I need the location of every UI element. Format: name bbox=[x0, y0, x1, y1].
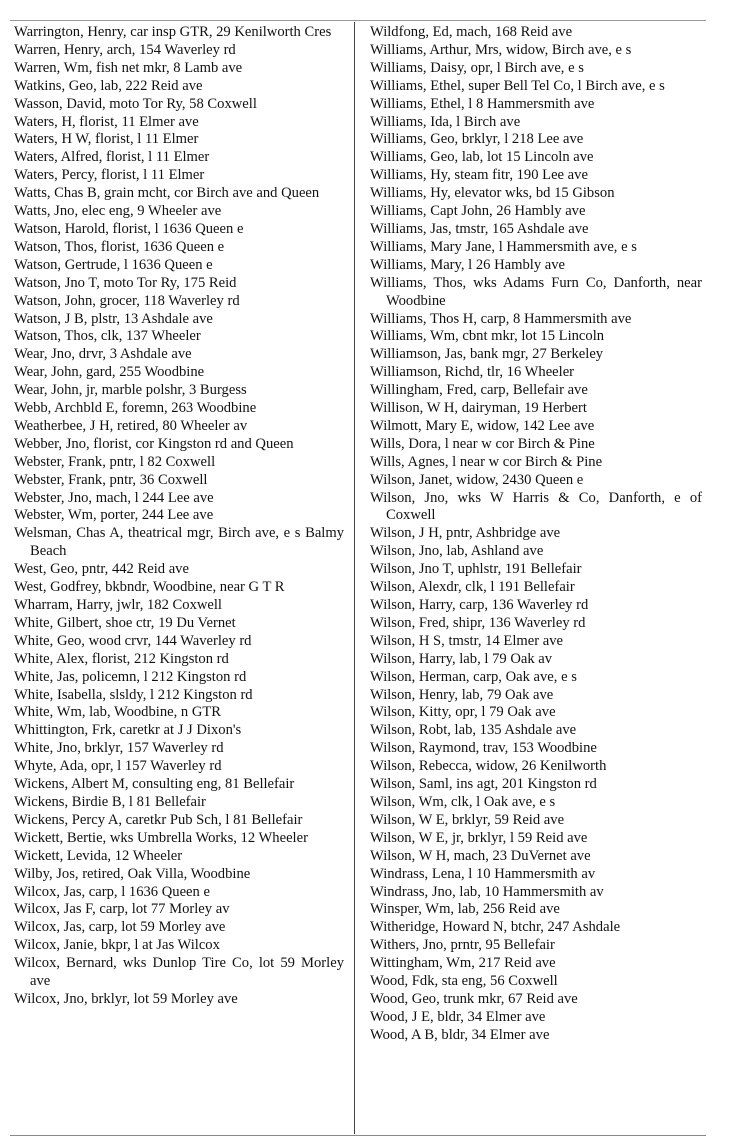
directory-entry: Wilcox, Janie, bkpr, l at Jas Wilcox bbox=[14, 937, 220, 954]
directory-entry: Wilson, Jno, lab, Ashland ave bbox=[370, 543, 544, 560]
directory-entry: Wilson, Herman, carp, Oak ave, e s bbox=[370, 668, 577, 685]
directory-entry: Watson, Thos, clk, 137 Wheeler bbox=[14, 328, 201, 345]
directory-entry: West, Geo, pntr, 442 Reid ave bbox=[14, 561, 189, 578]
directory-entry: Williams, Mary, l 26 Hambly ave bbox=[370, 256, 566, 273]
directory-entry: Wilson, Raymond, trav, 153 Woodbine bbox=[370, 740, 597, 757]
directory-entry: Wilson, W E, brklyr, 59 Reid ave bbox=[370, 811, 565, 828]
directory-entry: Williams, Thos, wks Adams Furn Co, Danforth, near Woodbine bbox=[370, 274, 702, 309]
directory-entry: Wilson, Fred, shipr, 136 Waverley rd bbox=[370, 614, 586, 631]
directory-entry: White, Gilbert, shoe ctr, 19 Du Vernet bbox=[14, 614, 236, 631]
directory-entry: Warren, Henry, arch, 154 Waverley rd bbox=[14, 41, 236, 58]
directory-entry: Watson, Harold, florist, l 1636 Queen e bbox=[14, 220, 244, 237]
directory-entry: Whittington, Frk, caretkr at J J Dixon's bbox=[14, 722, 242, 739]
directory-entry: Watson, Gertrude, l 1636 Queen e bbox=[14, 256, 213, 273]
directory-entry: Williams, Ida, l Birch ave bbox=[370, 113, 521, 130]
directory-entry: Waters, Alfred, florist, l 11 Elmer bbox=[14, 149, 210, 166]
directory-entry: Warren, Wm, fish net mkr, 8 Lamb ave bbox=[14, 59, 243, 76]
directory-entry: Wilcox, Jno, brklyr, lot 59 Morley ave bbox=[14, 990, 238, 1007]
directory-entry: Williams, Arthur, Mrs, widow, Birch ave, e s bbox=[370, 41, 632, 58]
directory-entry: Williams, Jas, tmstr, 165 Ashdale ave bbox=[370, 220, 589, 237]
directory-entry: Windrass, Jno, lab, 10 Hammersmith av bbox=[370, 883, 604, 900]
directory-entry: Windrass, Lena, l 10 Hammersmith av bbox=[370, 865, 596, 882]
directory-entry: Webster, Frank, pntr, l 82 Coxwell bbox=[14, 453, 216, 470]
right-column bbox=[370, 24, 702, 1045]
directory-entry: Witheridge, Howard N, btchr, 247 Ashdale bbox=[370, 919, 621, 936]
directory-entry: Wilcox, Bernard, wks Dunlop Tire Co, lot 59 Morley ave bbox=[14, 955, 344, 990]
directory-entry: Webber, Jno, florist, cor Kingston rd and Queen bbox=[14, 435, 294, 452]
directory-entry: White, Isabella, slsldy, l 212 Kingston rd bbox=[14, 686, 253, 703]
directory-entry: Wickens, Birdie B, l 81 Bellefair bbox=[14, 793, 206, 810]
directory-entry: Williamson, Richd, tlr, 16 Wheeler bbox=[370, 364, 575, 381]
directory-entry: Winsper, Wm, lab, 256 Reid ave bbox=[370, 901, 560, 918]
directory-entry: Williams, Thos H, carp, 8 Hammersmith ave bbox=[370, 310, 632, 327]
directory-entry: Willingham, Fred, carp, Bellefair ave bbox=[370, 382, 588, 399]
directory-entry: Wilmott, Mary E, widow, 142 Lee ave bbox=[370, 417, 595, 434]
directory-entry: White, Alex, florist, 212 Kingston rd bbox=[14, 650, 229, 667]
bottom-rule bbox=[10, 1135, 706, 1136]
directory-entry: Wilby, Jos, retired, Oak Villa, Woodbine bbox=[14, 865, 251, 882]
directory-entry: Watson, J B, plstr, 13 Ashdale ave bbox=[14, 310, 213, 327]
directory-entry: Webster, Frank, pntr, 36 Coxwell bbox=[14, 471, 208, 488]
directory-entry: Wilson, Kitty, opr, l 79 Oak ave bbox=[370, 704, 556, 721]
directory-entry: Wood, A B, bldr, 34 Elmer ave bbox=[370, 1026, 550, 1043]
directory-entry: Wilcox, Jas, carp, lot 59 Morley ave bbox=[14, 919, 226, 936]
directory-entry: Welsman, Chas A, theatrical mgr, Birch ave, e s Balmy Beach bbox=[14, 525, 344, 560]
directory-entry: Watson, John, grocer, 118 Waverley rd bbox=[14, 292, 240, 309]
directory-entry: Watts, Jno, elec eng, 9 Wheeler ave bbox=[14, 203, 222, 220]
directory-entry: Wickens, Percy A, caretkr Pub Sch, l 81 Bellefair bbox=[14, 811, 303, 828]
directory-entry: Williams, Geo, brklyr, l 218 Lee ave bbox=[370, 131, 584, 148]
directory-entry: Williams, Geo, lab, lot 15 Lincoln ave bbox=[370, 149, 594, 166]
directory-entry: Watkins, Geo, lab, 222 Reid ave bbox=[14, 77, 203, 94]
directory-entry: Wildfong, Ed, mach, 168 Reid ave bbox=[370, 24, 573, 40]
directory-entry: Withers, Jno, prntr, 95 Bellefair bbox=[370, 937, 555, 954]
directory-entry: Wharram, Harry, jwlr, 182 Coxwell bbox=[14, 597, 222, 613]
directory-entry: Wilson, W E, jr, brklyr, l 59 Reid ave bbox=[370, 829, 588, 846]
directory-entry: Wilson, Wm, clk, l Oak ave, e s bbox=[370, 793, 556, 810]
directory-entry: Williamson, Jas, bank mgr, 27 Berkeley bbox=[370, 346, 604, 363]
directory-entry: Williams, Hy, steam fitr, 190 Lee ave bbox=[370, 167, 588, 184]
directory-entry: Wills, Dora, l near w cor Birch & Pine bbox=[370, 435, 595, 452]
left-column bbox=[14, 24, 344, 1009]
directory-entry: Wood, J E, bldr, 34 Elmer ave bbox=[370, 1008, 546, 1025]
directory-entry: Watts, Chas B, grain mcht, cor Birch ave and Queen bbox=[14, 185, 320, 202]
column-divider bbox=[354, 22, 355, 1134]
directory-entry: Wilson, Janet, widow, 2430 Queen e bbox=[370, 471, 584, 488]
directory-entry: Wilcox, Jas, carp, l 1636 Queen e bbox=[14, 883, 210, 900]
directory-entry: Wilson, H S, tmstr, 14 Elmer ave bbox=[370, 632, 563, 649]
directory-entry: White, Wm, lab, Woodbine, n GTR bbox=[14, 704, 222, 721]
directory-entry: Williams, Daisy, opr, l Birch ave, e s bbox=[370, 59, 584, 76]
directory-entry: Weatherbee, J H, retired, 80 Wheeler av bbox=[14, 417, 248, 434]
directory-entry: Willison, W H, dairyman, 19 Herbert bbox=[370, 400, 587, 417]
directory-entry: Wear, John, jr, marble polshr, 3 Burgess bbox=[14, 382, 247, 399]
directory-entry: Wilson, Henry, lab, 79 Oak ave bbox=[370, 686, 554, 703]
directory-entry: Wickett, Levida, 12 Wheeler bbox=[14, 847, 183, 864]
top-rule bbox=[10, 20, 706, 21]
directory-entry: Wilson, Harry, carp, 136 Waverley rd bbox=[370, 597, 589, 613]
directory-entry: West, Godfrey, bkbndr, Woodbine, near G T R bbox=[14, 579, 285, 596]
directory-entry: Wills, Agnes, l near w cor Birch & Pine bbox=[370, 453, 603, 470]
directory-entry: Watson, Jno T, moto Tor Ry, 175 Reid bbox=[14, 274, 237, 291]
directory-entry: Waters, H W, florist, l 11 Elmer bbox=[14, 131, 199, 148]
directory-entry: Wilson, W H, mach, 23 DuVernet ave bbox=[370, 847, 591, 864]
directory-entry: White, Jno, brklyr, 157 Waverley rd bbox=[14, 740, 224, 757]
directory-entry: Webb, Archbld E, foremn, 263 Woodbine bbox=[14, 400, 257, 417]
directory-entry: Waters, H, florist, 11 Elmer ave bbox=[14, 113, 199, 130]
directory-entry: Wilson, Robt, lab, 135 Ashdale ave bbox=[370, 722, 577, 739]
directory-entry: Williams, Ethel, super Bell Tel Co, l Birch ave, e s bbox=[370, 77, 665, 94]
directory-entry: Wilson, Saml, ins agt, 201 Kingston rd bbox=[370, 776, 597, 793]
directory-entry: Wear, John, gard, 255 Woodbine bbox=[14, 364, 205, 381]
directory-entry: Wilson, J H, pntr, Ashbridge ave bbox=[370, 525, 561, 542]
directory-entry: Wilson, Alexdr, clk, l 191 Bellefair bbox=[370, 579, 575, 596]
directory-entry: Williams, Mary Jane, l Hammersmith ave, e s bbox=[370, 238, 637, 255]
directory-entry: Wittingham, Wm, 217 Reid ave bbox=[370, 955, 556, 972]
directory-entry: Williams, Hy, elevator wks, bd 15 Gibson bbox=[370, 185, 615, 202]
directory-entry: Whyte, Ada, opr, l 157 Waverley rd bbox=[14, 758, 222, 775]
directory-entry: Webster, Wm, porter, 244 Lee ave bbox=[14, 507, 214, 524]
directory-entry: Wilcox, Jas F, carp, lot 77 Morley av bbox=[14, 901, 230, 918]
directory-entry: White, Jas, policemn, l 212 Kingston rd bbox=[14, 668, 247, 685]
directory-entry: Wear, Jno, drvr, 3 Ashdale ave bbox=[14, 346, 192, 363]
directory-entry: Williams, Wm, cbnt mkr, lot 15 Lincoln bbox=[370, 328, 605, 345]
directory-entry: Watson, Thos, florist, 1636 Queen e bbox=[14, 238, 225, 255]
directory-entry: Wilson, Rebecca, widow, 26 Kenilworth bbox=[370, 758, 607, 775]
directory-entry: Wickens, Albert M, consulting eng, 81 Bellefair bbox=[14, 776, 295, 793]
directory-entry: Webster, Jno, mach, l 244 Lee ave bbox=[14, 489, 214, 506]
directory-entry: Waters, Percy, florist, l 11 Elmer bbox=[14, 167, 205, 184]
directory-entry: Wood, Fdk, sta eng, 56 Coxwell bbox=[370, 973, 558, 990]
directory-entry: Wilson, Jno T, uphlstr, 191 Bellefair bbox=[370, 561, 582, 578]
directory-entry: Wickett, Bertie, wks Umbrella Works, 12 Wheeler bbox=[14, 829, 308, 846]
directory-entry: Williams, Capt John, 26 Hambly ave bbox=[370, 203, 586, 220]
directory-entry: Wasson, David, moto Tor Ry, 58 Coxwell bbox=[14, 95, 257, 112]
directory-entry: White, Geo, wood crvr, 144 Waverley rd bbox=[14, 632, 252, 649]
directory-entry: Wood, Geo, trunk mkr, 67 Reid ave bbox=[370, 990, 578, 1007]
directory-entry: Wilson, Jno, wks W Harris & Co, Danforth, e of Coxwell bbox=[370, 489, 702, 524]
directory-entry: Warrington, Henry, car insp GTR, 29 Kenilworth Cres bbox=[14, 24, 332, 40]
directory-entry: Williams, Ethel, l 8 Hammersmith ave bbox=[370, 95, 595, 112]
directory-entry: Wilson, Harry, lab, l 79 Oak av bbox=[370, 650, 553, 667]
